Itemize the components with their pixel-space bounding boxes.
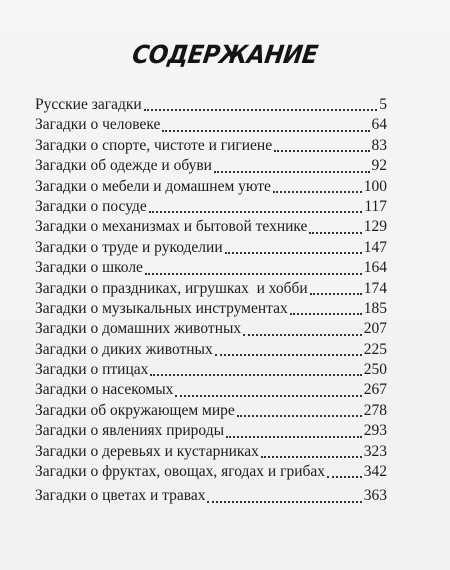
toc-entry-label: Загадки об одежде и обуви bbox=[35, 157, 212, 175]
toc-entry-label: Загадки о школе bbox=[35, 259, 143, 277]
toc-entry-page: 250 bbox=[363, 361, 387, 379]
toc-entry bbox=[35, 401, 387, 421]
toc-entry-page: 64 bbox=[371, 116, 387, 134]
dot-leader bbox=[225, 240, 362, 254]
toc-entry-page: 100 bbox=[363, 177, 387, 195]
dot-leader bbox=[274, 138, 369, 152]
toc-entry-page: 342 bbox=[363, 463, 387, 481]
toc-entry-page: 363 bbox=[363, 487, 387, 505]
toc-entry bbox=[35, 360, 387, 380]
toc-entry bbox=[35, 238, 387, 258]
toc-entry bbox=[35, 462, 387, 482]
dot-leader bbox=[150, 362, 361, 376]
toc-entry-label: Загадки о явлениях природы bbox=[35, 422, 224, 440]
toc-entry-page: 129 bbox=[363, 218, 387, 236]
toc-entry-page: 117 bbox=[364, 197, 387, 215]
toc-entry-label: Загадки о человеке bbox=[35, 116, 161, 134]
toc-entry-label: Загадки о домашних животных bbox=[35, 320, 242, 338]
toc-entry bbox=[35, 156, 387, 176]
toc-entry-page: 278 bbox=[363, 401, 387, 419]
dot-leader bbox=[175, 383, 361, 397]
dot-leader bbox=[261, 444, 362, 458]
toc-entry-label: Загадки о посуде bbox=[35, 197, 147, 215]
toc-entry-label: Загадки о музыкальных инструментах bbox=[35, 299, 288, 317]
dot-leader bbox=[207, 489, 361, 503]
toc-entry bbox=[35, 319, 387, 339]
toc-entry-label: Загадки о деревьях и кустарниках bbox=[35, 442, 259, 460]
toc-entry bbox=[35, 442, 387, 462]
dot-leader bbox=[145, 261, 362, 275]
toc-entry-label: Загадки о спорте, чистоте и гигиене bbox=[35, 136, 273, 154]
dot-leader bbox=[290, 301, 362, 315]
dot-leader bbox=[273, 179, 362, 193]
toc-entry-label: Загадки о мебели и домашнем уюте bbox=[35, 177, 271, 195]
toc-entry bbox=[35, 258, 387, 278]
toc-entry-label: Загадки о фруктах, овощах, ягодах и грибах bbox=[35, 463, 326, 481]
dot-leader bbox=[226, 424, 362, 438]
toc-entry-page: 185 bbox=[363, 299, 387, 317]
toc-entry-label: Загадки об окружающем мире bbox=[35, 401, 235, 419]
dot-leader bbox=[243, 322, 362, 336]
toc-entry-label: Загадки о механизмах и бытовой технике bbox=[35, 218, 308, 236]
toc-entry-label: Загадки о птицах bbox=[35, 361, 149, 379]
dot-leader bbox=[149, 199, 363, 213]
toc-entry-label: Русские загадки bbox=[35, 96, 142, 113]
dot-leader bbox=[327, 464, 362, 478]
toc-entry bbox=[35, 279, 387, 299]
dot-leader bbox=[237, 403, 362, 417]
toc-entry-page: 225 bbox=[363, 340, 387, 358]
toc-entry bbox=[35, 136, 387, 156]
toc-entry-page: 147 bbox=[363, 238, 387, 256]
dot-leader bbox=[309, 220, 361, 234]
dot-leader bbox=[144, 97, 378, 111]
toc-entry-page: 323 bbox=[363, 442, 387, 460]
toc-entry bbox=[35, 299, 387, 319]
toc-entry bbox=[35, 115, 387, 135]
toc-entry bbox=[35, 380, 387, 400]
toc-entry-label: Загадки о диких животных bbox=[35, 340, 213, 358]
toc-entry-label: Загадки о труде и рукоделии bbox=[35, 238, 223, 256]
toc-entry bbox=[35, 95, 387, 115]
toc-entry bbox=[35, 177, 387, 197]
toc-entry bbox=[35, 217, 387, 237]
page-title: СОДЕРЖАНИЕ bbox=[130, 40, 320, 69]
dot-leader bbox=[162, 118, 369, 132]
toc-entry-label: Загадки о цветах и травах bbox=[35, 487, 206, 505]
dot-leader bbox=[310, 281, 362, 295]
toc-entry bbox=[35, 340, 387, 360]
dot-leader bbox=[214, 159, 370, 173]
toc-entry-label: Загадки о праздниках, игрушках и хобби bbox=[35, 279, 308, 297]
toc-entry bbox=[35, 421, 387, 441]
toc-entry-page: 164 bbox=[363, 259, 387, 277]
toc-entry-page: 5 bbox=[379, 96, 387, 113]
toc-entry-label: Загадки о насекомых bbox=[35, 381, 174, 399]
toc-entry-page: 207 bbox=[363, 320, 387, 338]
table-of-contents bbox=[35, 95, 387, 507]
toc-entry-page: 83 bbox=[371, 136, 387, 154]
toc-entry-page: 267 bbox=[363, 381, 387, 399]
toc-entry bbox=[35, 486, 387, 506]
toc-entry-page: 174 bbox=[363, 279, 387, 297]
toc-entry-page: 293 bbox=[363, 422, 387, 440]
dot-leader bbox=[215, 342, 362, 356]
toc-entry-page: 92 bbox=[371, 157, 387, 175]
toc-entry bbox=[35, 197, 387, 217]
